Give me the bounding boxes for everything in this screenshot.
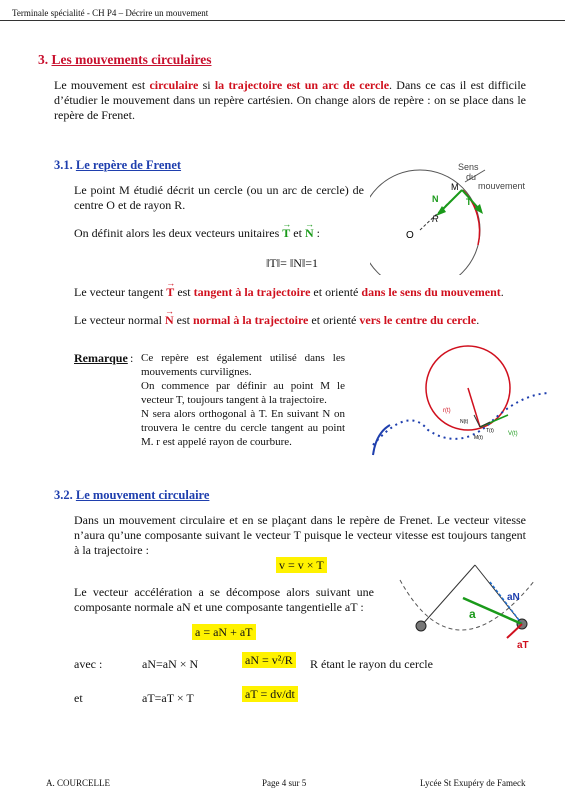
motion-arrow	[373, 425, 390, 455]
R-label: R	[432, 214, 439, 224]
norm-equation: ‖T‖= ‖N‖=1	[266, 256, 319, 270]
equation-box: aN = v²/R	[242, 652, 296, 668]
text: .	[476, 313, 480, 327]
footer-page: Page 4 sur 5	[262, 778, 307, 788]
aN-value-eq	[242, 653, 296, 668]
aT-value-eq	[242, 687, 298, 702]
acceleration-figure	[385, 560, 545, 660]
text: Le vecteur tangent	[74, 285, 167, 299]
radius-r	[468, 388, 480, 427]
header-divider	[0, 20, 565, 21]
text-highlight: vers le centre du cercle	[359, 313, 477, 327]
radius-note: R étant le rayon du cercle	[310, 657, 433, 671]
footer-author: A. COURCELLE	[46, 778, 110, 788]
point-M-label: M	[451, 182, 459, 192]
text-highlight: normal à la trajectoire	[192, 313, 309, 327]
section-3-1-heading	[54, 158, 181, 173]
mouvement-label: mouvement	[478, 181, 526, 191]
text: :	[313, 226, 320, 240]
vector-T: → T	[166, 285, 174, 300]
section-number: 3.1.	[54, 158, 73, 172]
sens-label: Sens	[458, 162, 479, 172]
text: et orienté	[310, 285, 362, 299]
r-label: r(t)	[443, 408, 451, 414]
acceleration-paragraph: Le vecteur accélération a se décompose alors suivant une composante normale aN et une composante tangentielle aT :	[74, 585, 374, 614]
section-title: Les mouvements circulaires	[51, 52, 212, 67]
text: Le vecteur normal	[74, 313, 165, 327]
vector-N: → N	[305, 226, 314, 241]
text: est	[174, 285, 194, 299]
page-header: Terminale spécialité - CH P4 – Décrire un mouvement	[12, 8, 209, 18]
equation-box: v = v × T	[276, 557, 327, 573]
avec-label: avec :	[74, 657, 103, 671]
curvilinear-figure	[368, 345, 553, 465]
text-highlight: dans le sens du mouvement	[361, 285, 501, 299]
text-highlight: circulaire	[149, 78, 199, 92]
text-highlight: tangent à la trajectoire	[193, 285, 311, 299]
V-label: V(t)	[508, 431, 518, 437]
remark-colon: :	[130, 351, 134, 365]
aN-vector-eq: aN=aN × N	[142, 657, 199, 671]
frenet-circle-figure	[370, 160, 540, 275]
aT-vector	[507, 624, 522, 638]
text: et	[290, 226, 305, 240]
string-left	[421, 565, 475, 626]
aT-vector-eq: aT=aT × T	[142, 691, 194, 705]
footer-school: Lycée St Exupéry de Fameck	[420, 778, 526, 788]
remark-line: Ce repère est également utilisé dans les mouvements curvilignes.	[141, 352, 345, 378]
a-label: a	[469, 607, 476, 621]
T-label: T	[466, 197, 472, 207]
M-label: M(t)	[474, 435, 483, 441]
trajectory-circle	[370, 170, 480, 275]
et-label: et	[74, 691, 83, 705]
frenet-paragraph-2	[74, 226, 320, 241]
vector-N: → N	[165, 313, 174, 328]
section-number: 3.2.	[54, 488, 73, 502]
tangent-definition	[74, 285, 504, 300]
frenet-paragraph-1: Le point M étudié décrit un cercle (ou un arc de cercle) de centre O et de rayon R.	[74, 183, 364, 212]
remark-line: On commence par définir au point M le vecteur T, toujours tangent à la trajectoire.	[141, 380, 345, 406]
section-3-paragraph	[54, 78, 526, 123]
acceleration-equation	[192, 625, 256, 640]
text: .	[500, 285, 504, 299]
du-label: du	[466, 172, 477, 182]
section-3-heading	[38, 52, 211, 68]
text-highlight: la trajectoire est un arc de cercle	[214, 78, 390, 92]
aN-label: aN	[507, 592, 520, 603]
N-label: N(t)	[460, 419, 469, 425]
vector-T: → T	[282, 226, 290, 241]
velocity-equation	[276, 558, 327, 573]
text: est	[173, 313, 193, 327]
remark-label: Remarque	[74, 351, 128, 365]
text: On définit alors les deux vecteurs unitaires	[74, 226, 283, 240]
section-title: Le mouvement circulaire	[75, 488, 210, 502]
aT-label: aT	[517, 640, 529, 651]
section-3-2-heading	[54, 488, 209, 503]
T-label: T(t)	[486, 428, 494, 434]
mass-left	[416, 621, 426, 631]
text: Le mouvement est	[54, 78, 150, 92]
N-label: N	[432, 194, 439, 204]
equation-box: aT = dv/dt	[242, 686, 298, 702]
circular-paragraph: Dans un mouvement circulaire et en se plaçant dans le repère de Frenet. Le vecteur vitesse n’aura qu’une composante suivant le vecteur T puisque le vecteur vitesse est toujours tangent à la trajectoire :	[74, 513, 526, 557]
remark-body	[141, 351, 345, 449]
equation-box: a = aN + aT	[192, 624, 256, 640]
remark-line: N sera alors orthogonal à T. En suivant N on trouvera le centre du cercle tangent au point M. r est appelé rayon de courbure.	[141, 408, 345, 448]
O-label: O	[406, 230, 414, 241]
text: et orienté	[308, 313, 360, 327]
text: si	[198, 78, 215, 92]
normal-definition	[74, 313, 479, 328]
text: . Dans ce cas il est difficile d’étudier le mouvement dans un repère cartésien. On change alors de repère : on se place dans le repère de Frenet.	[54, 78, 526, 122]
section-number: 3.	[38, 52, 49, 67]
section-title: Le repère de Frenet	[75, 158, 182, 172]
